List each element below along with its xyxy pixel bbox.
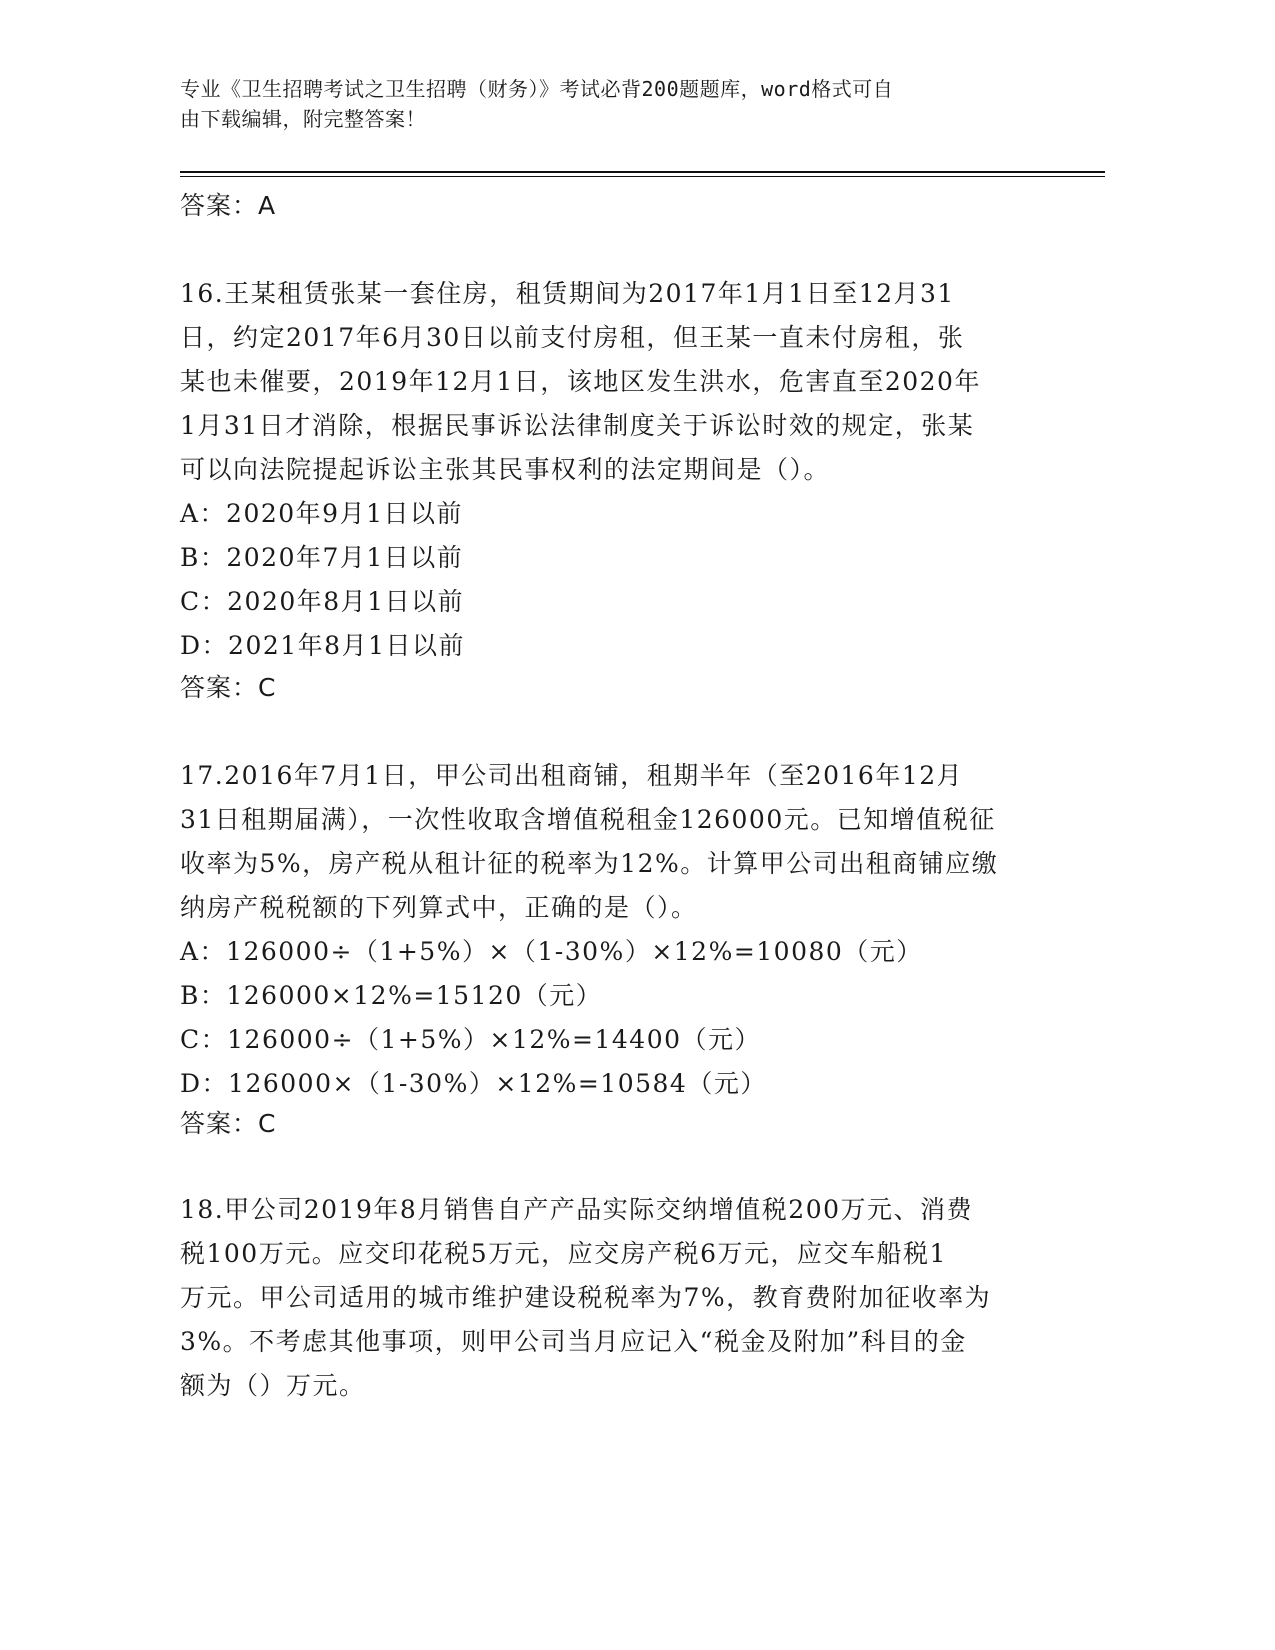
- header-title-line-2: 由下载编辑，附完整答案！: [180, 107, 426, 131]
- question-16-option-b: B：2020年7月1日以前: [180, 543, 464, 572]
- question-17-option-a: A：126000÷（1+5%）×（1-30%）×12%=10080（元）: [180, 937, 923, 966]
- question-16-option-a: A：2020年9月1日以前: [180, 499, 463, 528]
- question-16-line-1: 16.王某租赁张某一套住房，租赁期间为2017年1月1日至12月31: [180, 279, 955, 308]
- question-18-line-5: 额为（）万元。: [180, 1371, 366, 1400]
- question-17-line-3: 收率为5%，房产税从租计征的税率为12%。计算甲公司出租商铺应缴: [180, 849, 999, 878]
- question-17-line-1: 17.2016年7月1日，甲公司出租商铺，租期半年（至2016年12月: [180, 761, 964, 790]
- question-17-option-c: C：126000÷（1+5%）×12%=14400（元）: [180, 1025, 762, 1054]
- question-16-answer: 答案：C: [180, 673, 277, 702]
- question-16-line-3: 某也未催要，2019年12月1日，该地区发生洪水，危害直至2020年: [180, 367, 981, 396]
- question-17-line-4: 纳房产税税额的下列算式中，正确的是（）。: [180, 893, 698, 922]
- question-17-option-d: D：126000×（1-30%）×12%=10584（元）: [180, 1069, 767, 1098]
- previous-answer: 答案：A: [180, 191, 277, 220]
- header-divider-thin: [180, 176, 1105, 177]
- question-16-line-5: 可以向法院提起诉讼主张其民事权利的法定期间是（）。: [180, 455, 831, 484]
- document-header: [180, 74, 1040, 134]
- question-16-option-c: C：2020年8月1日以前: [180, 587, 465, 616]
- question-16-option-d: D：2021年8月1日以前: [180, 631, 465, 660]
- header-title-line-1: 专业《卫生招聘考试之卫生招聘（财务）》考试必背200题题库，word格式可自: [180, 77, 894, 101]
- question-17-option-b: B：126000×12%=15120（元）: [180, 981, 603, 1010]
- question-18-line-3: 万元。甲公司适用的城市维护建设税税率为7%，教育费附加征收率为: [180, 1283, 992, 1312]
- question-16-line-4: 1月31日才消除，根据民事诉讼法律制度关于诉讼时效的规定，张某: [180, 411, 975, 440]
- question-17-answer: 答案：C: [180, 1109, 277, 1138]
- question-17-line-2: 31日租期届满），一次性收取含增值税租金126000元。已知增值税征: [180, 805, 996, 834]
- question-16-line-2: 日，约定2017年6月30日以前支付房租，但王某一直未付房租，张: [180, 323, 965, 352]
- header-divider-thick: [180, 171, 1105, 173]
- question-18-line-1: 18.甲公司2019年8月销售自产产品实际交纳增值税200万元、消费: [180, 1195, 974, 1224]
- question-18-line-4: 3%。不考虑其他事项，则甲公司当月应记入“税金及附加”科目的金: [180, 1327, 967, 1356]
- question-18-line-2: 税100万元。应交印花税5万元，应交房产税6万元，应交车船税1: [180, 1239, 947, 1268]
